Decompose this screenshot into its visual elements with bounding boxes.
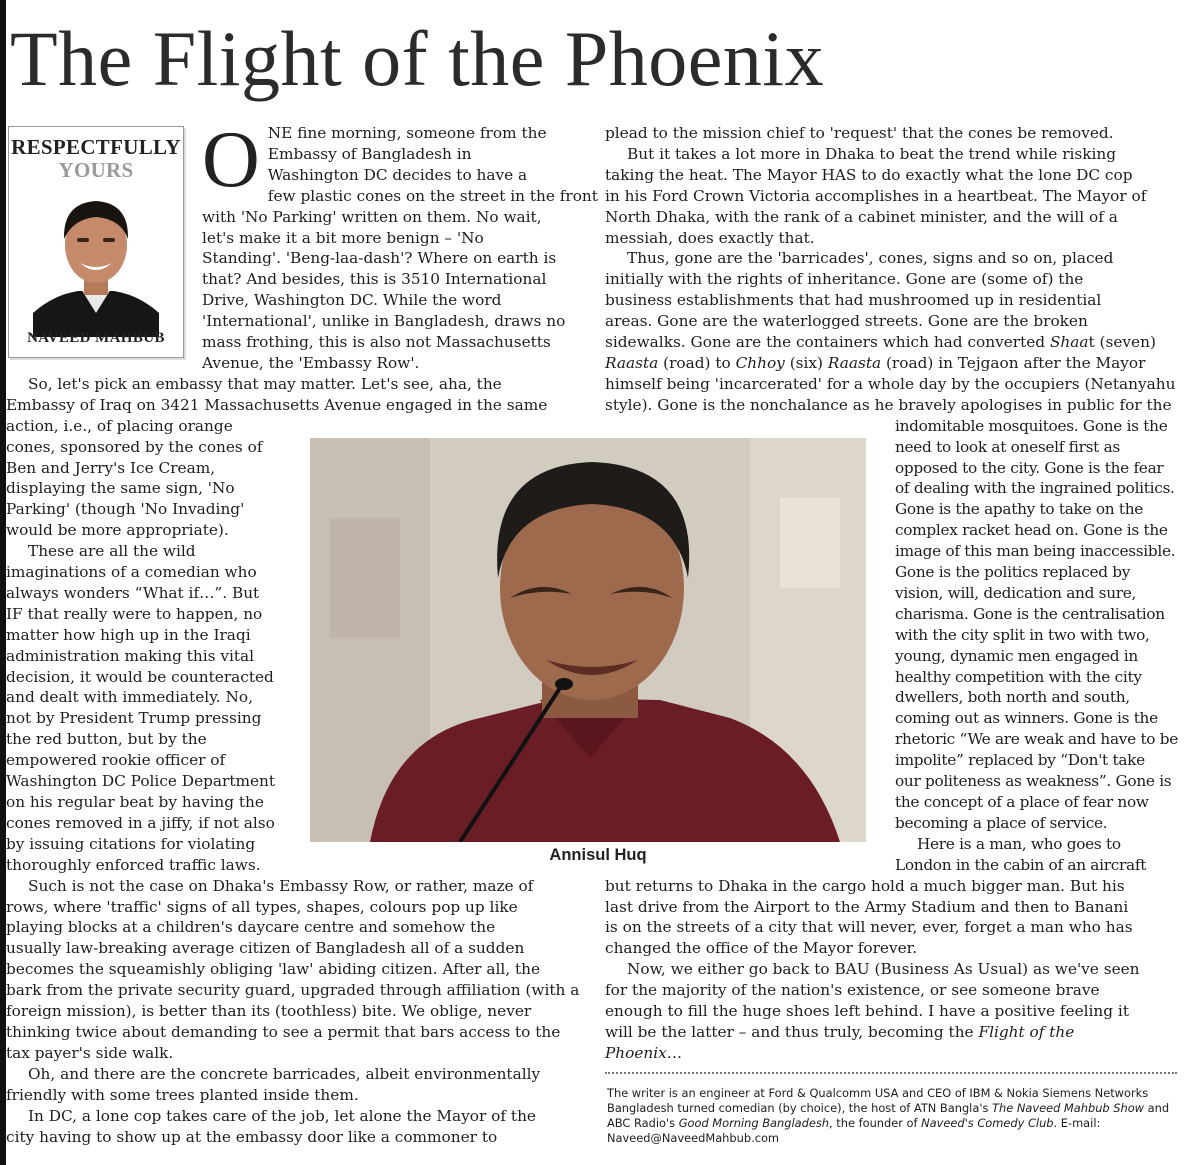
text-line: our politeness as weakness”. Gone is — [895, 772, 1172, 791]
text: … — [666, 1043, 683, 1062]
text-line: city having to show up at the embassy door like a commoner to — [6, 1127, 498, 1146]
text-line: empowered rookie officer of — [6, 751, 226, 770]
text-line: changed the office of the Mayor forever. — [605, 939, 918, 958]
paragraph-conclusion — [605, 959, 1183, 1064]
text-line: thoroughly enforced traffic laws. — [6, 855, 261, 874]
text-line: is on the streets of a city that will never, ever, forget a man who has — [605, 918, 1133, 937]
text: (six) — [784, 353, 828, 372]
text: The writer is an engineer at Ford & Qualcomm USA and CEO of IBM & Nokia Siemens Networks Bangladesh turned comedian (by choice), the host of ATN Bangla's — [607, 1086, 1149, 1115]
line — [605, 1043, 1183, 1064]
text-line: These are all the wild — [28, 542, 196, 561]
text-line: administration making this vital — [6, 646, 255, 665]
text-line: thinking twice about demanding to see a permit that bars access to the — [6, 1022, 561, 1041]
text-line: Embassy of Bangladesh in — [267, 144, 472, 163]
text-line: IF that really were to happen, no — [6, 604, 263, 623]
text: (road) in Tejgaon after the Mayor — [881, 353, 1146, 372]
text-line: on his regular beat by having the — [6, 793, 264, 811]
text-line: the red button, but by the — [6, 730, 207, 749]
text-line: that? And besides, this is 3510 International — [202, 270, 547, 289]
text-line: opposed to the city. Gone is the fear — [895, 458, 1164, 477]
text-line: matter how high up in the Iraqi — [6, 625, 251, 644]
opening-paragraph — [202, 116, 598, 374]
text-line: But it takes a lot more in Dhaka to beat the trend while risking — [627, 144, 1117, 163]
text-line: healthy competition with the city — [895, 667, 1142, 686]
text-line: cones removed in a jiffy, if not also — [6, 813, 275, 832]
text: . E-mail: Naveed@NaveedMahbub.com — [607, 1116, 1101, 1145]
text-line: charisma. Gone is the centralisation — [895, 604, 1165, 623]
text-line: would be more appropriate). — [6, 521, 229, 540]
text-line: need to look at oneself first as — [895, 437, 1120, 456]
text-line: Drive, Washington DC. While the word — [202, 291, 502, 310]
line: for the majority of the nation's existence, or see someone brave — [605, 981, 1100, 1000]
text-line: Oh, and there are the concrete barricades, albeit environmentally — [28, 1064, 541, 1083]
text-line: impolite” replaced by “Don't take — [895, 751, 1145, 770]
paragraph-here-is-a-man-cont — [605, 876, 1183, 960]
text-line: Parking' (though 'No Invading' — [6, 500, 245, 519]
text-line: rhetoric “We are weak and have to be — [895, 730, 1179, 749]
line: enough to fill the huge shoes left behind. I have a positive feeling it — [605, 1002, 1129, 1021]
text-line: let's make it a bit more benign – 'No — [202, 228, 484, 247]
author-name: NAVEED MAHBUB — [27, 330, 165, 346]
text-line: taking the heat. The Mayor HAS to do exactly what the lone DC cop — [605, 165, 1133, 184]
text-line: Ben and Jerry's Ice Cream, — [6, 458, 216, 477]
text-line: vision, will, dedication and sure, — [895, 583, 1137, 602]
text-line: playing blocks at a children's daycare centre and somehow the — [6, 918, 496, 937]
text-line: Gone is the apathy to take on the — [895, 500, 1143, 519]
text-line: becomes the squeamishly obliging 'law' abiding citizen. After all, the — [6, 960, 541, 979]
text: and ABC Radio's — [607, 1101, 1170, 1130]
text-line: becoming a place of service. — [895, 813, 1108, 832]
text-line: few plastic cones on the street in the front — [267, 186, 598, 205]
footnote-divider — [605, 1072, 1177, 1074]
text-line: Here is a man, who goes to — [917, 834, 1121, 853]
line: Thus, gone are the 'barricades', cones, signs and so on, placed — [627, 249, 1114, 268]
article-photo — [310, 438, 866, 842]
text-line: So, let's pick an embassy that may matter. Let's see, aha, the — [28, 374, 502, 393]
line: business establishments that had mushroomed up in residential — [605, 291, 1102, 310]
text-italic: Phoenix — [605, 1043, 667, 1062]
text-line: and dealt with immediately. No, — [6, 688, 253, 707]
text-line: Avenue, the 'Embassy Row'. — [202, 353, 420, 372]
text-line: but returns to Dhaka in the cargo hold a much bigger man. But his — [605, 876, 1125, 895]
text-italic: The Naveed Mahbub Show — [992, 1101, 1144, 1115]
line: initially with the rights of inheritance. Gone are (some of) the — [605, 270, 1084, 289]
text: will be the latter – and thus truly, becoming the — [605, 1022, 979, 1041]
text-line: North Dhaka, with the rank of a cabinet minister, and the will of a — [605, 207, 1118, 226]
text-line: of dealing with the ingrained politics. — [895, 479, 1175, 498]
text-italic: Raasta — [827, 353, 882, 372]
text: (road) to — [658, 353, 736, 372]
text-line: not by President Trump pressing — [6, 709, 262, 728]
text-line: displaying the same sign, 'No — [6, 479, 235, 498]
text: t (seven) — [1088, 333, 1156, 352]
paragraph-plead — [605, 123, 1183, 144]
text-line: rows, where 'traffic' signs of all types, shapes, colours pop up like — [6, 897, 518, 916]
text-line: imaginations of a comedian who — [6, 563, 257, 582]
text-line: always wonders “What if…”. But — [6, 583, 260, 602]
text-line: messiah, does exactly that. — [605, 228, 815, 247]
line — [605, 1022, 1183, 1043]
text-line: friendly with some trees planted inside them. — [6, 1085, 359, 1104]
photo-caption: Annisul Huq — [549, 846, 647, 864]
text-line: plead to the mission chief to 'request' that the cones be removed. — [605, 124, 1114, 142]
text-italic: Good Morning Bangladesh — [678, 1116, 830, 1130]
text-line: mass frothing, this is also not Massachusetts — [202, 333, 551, 352]
text-line: Washington DC decides to have a — [267, 165, 528, 184]
column-label-line2: YOURS — [58, 158, 134, 182]
text-italic: Raasta — [605, 353, 659, 372]
text-line: Such is not the case on Dhaka's Embassy Row, or rather, maze of — [28, 876, 534, 895]
text-italic: Naveed's Comedy Club — [921, 1116, 1054, 1130]
paragraph-lone-cop — [6, 1106, 584, 1148]
headline: The Flight of the Phoenix — [10, 15, 825, 102]
text-italic: Chhoy — [735, 353, 785, 372]
portrait-photo-image — [310, 438, 866, 842]
text-italic: Flight of the — [978, 1022, 1075, 1041]
text-line: bark from the private security guard, upgraded through affiliation (with a — [6, 981, 580, 1000]
text-line: the concept of a place of fear now — [895, 793, 1149, 811]
line: areas. Gone are the waterlogged streets. Gone are the broken — [605, 312, 1088, 331]
text-line: 'International', unlike in Bangladesh, draws no — [202, 312, 566, 331]
text-line: by issuing citations for violating — [6, 834, 256, 853]
line: Now, we either go back to BAU (Business As Usual) as we've seen — [627, 960, 1140, 979]
text-line: decision, it would be counteracted — [6, 667, 274, 686]
paragraph-takes-a-lot-more — [605, 144, 1183, 249]
text-line: dwellers, both north and south, — [895, 688, 1130, 707]
line: himself being 'incarcerated' for a whole day by the occupiers (Netanyahu — [605, 374, 1176, 393]
author-footnote — [607, 1086, 1182, 1146]
paragraph-barricades — [6, 1064, 584, 1106]
text-line: London in the cabin of an aircraft — [895, 855, 1147, 874]
text-line: complex racket head on. Gone is the — [895, 521, 1168, 540]
text-line: Embassy of Iraq on 3421 Massachusetts Avenue engaged in the same — [6, 395, 548, 414]
column-label-line1: RESPECTFULLY — [11, 135, 181, 159]
text-line: Washington DC Police Department — [6, 772, 276, 791]
text-line: Gone is the politics replaced by — [895, 563, 1131, 582]
text-line: image of this man being inaccessible. — [895, 542, 1176, 561]
text: sidewalks. Gone are the containers which had converted — [605, 333, 1050, 352]
text-line: tax payer's side walk. — [6, 1043, 174, 1062]
text-line: in his Ford Crown Victoria accomplishes in a heartbeat. The Mayor of — [605, 186, 1147, 205]
text-line: with 'No Parking' written on them. No wait, — [202, 207, 542, 226]
text-line: In DC, a lone cop takes care of the job, let alone the Mayor of the — [28, 1106, 536, 1125]
line — [605, 353, 1183, 374]
text-line: Standing'. 'Beng-laa-dash'? Where on earth is — [202, 249, 557, 268]
text-line: foreign mission), is better than its (toothless) bite. We oblige, never — [6, 1002, 532, 1021]
text-line: action, i.e., of placing orange — [6, 416, 233, 435]
line — [605, 332, 1183, 353]
text-line: last drive from the Airport to the Army Stadium and then to Banani — [605, 897, 1129, 916]
text-line: cones, sponsored by the cones of — [6, 437, 263, 456]
lines-narrow — [895, 416, 1183, 834]
text-line: coming out as winners. Gone is the — [895, 709, 1158, 728]
text-italic: Shaa — [1049, 333, 1089, 352]
line: style). Gone is the nonchalance as he bravely apologises in public for the — [605, 395, 1172, 414]
text-line: usually law-breaking average citizen of Bangladesh all of a sudden — [6, 939, 525, 958]
paragraph-dhaka-embassy-row — [6, 876, 584, 1064]
text-line: NE fine morning, someone from the — [267, 124, 547, 142]
text-line: with the city split in two with two, — [895, 625, 1150, 644]
text-line: young, dynamic men engaged in — [895, 646, 1138, 665]
paragraph-here-is-a-man — [895, 834, 1183, 876]
text: , the founder of — [829, 1116, 922, 1130]
drop-cap: O — [202, 116, 260, 204]
text-line: indomitable mosquitoes. Gone is the — [895, 416, 1168, 435]
